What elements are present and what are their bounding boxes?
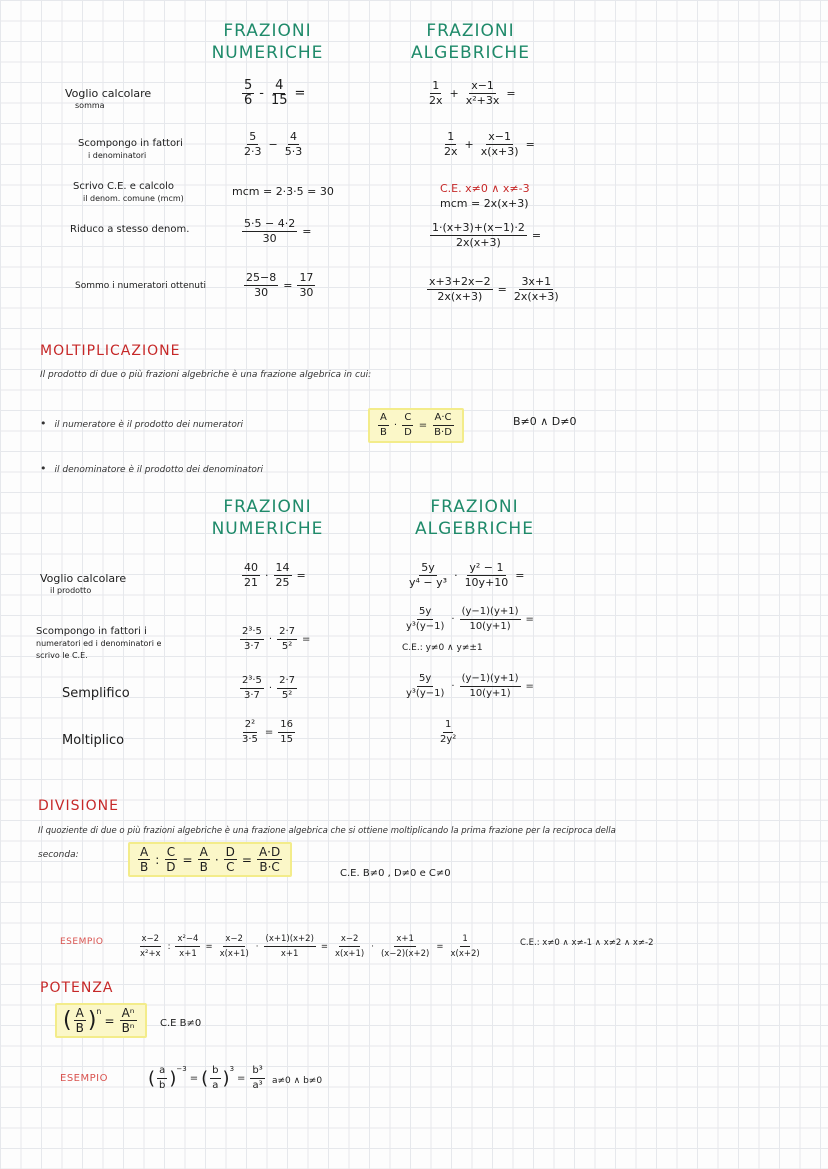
operator: ) — [87, 1008, 97, 1033]
formula-divisione — [128, 842, 292, 877]
numerator: A — [75, 1006, 84, 1020]
numerator: C — [402, 412, 413, 426]
fraction — [257, 846, 282, 873]
fraction — [297, 272, 315, 299]
denominator: x²+x — [140, 949, 161, 959]
operator: · — [371, 941, 374, 952]
operator: = — [525, 614, 534, 625]
fraction — [463, 562, 511, 589]
section-title-divisione: DIVISIONE — [38, 798, 119, 814]
prodotto-alg-row4 — [436, 719, 460, 746]
prodotto-num-row3 — [238, 675, 299, 702]
numerator: 40 — [244, 561, 258, 574]
denominator: B — [75, 1021, 84, 1035]
prodotto-num-row4 — [238, 719, 297, 746]
denominator: 5·3 — [284, 145, 303, 158]
header-algebriche-line2: ALGEBRICHE — [411, 43, 530, 63]
numerator: x−1 — [488, 130, 512, 143]
operator: ) — [169, 1068, 177, 1089]
numerator: A — [199, 845, 208, 859]
operator: = — [241, 852, 252, 867]
fraction — [244, 272, 278, 299]
operator: = — [515, 569, 525, 582]
numerator: 2³·5 — [240, 675, 264, 689]
numerator: 5y — [417, 673, 433, 687]
formula-potenza — [55, 1003, 147, 1038]
somma-num-row1 — [240, 80, 308, 107]
operator: = — [296, 569, 306, 582]
operator: = — [264, 727, 274, 738]
numerator: 2·7 — [277, 675, 297, 689]
step-label: Moltiplico — [62, 733, 125, 748]
denominator: a³ — [252, 1080, 263, 1091]
denominator: 6 — [244, 93, 253, 108]
operator: : — [167, 941, 171, 952]
fraction — [277, 626, 297, 653]
numerator: 1·(x+3)+(x−1)·2 — [432, 221, 525, 234]
fraction — [242, 131, 264, 158]
header-numeriche-line1: FRAZIONI — [223, 21, 312, 41]
numerator: b³ — [250, 1065, 264, 1079]
numerator: (x+1)(x+2) — [264, 933, 316, 947]
operator: · — [451, 614, 455, 625]
fraction — [224, 846, 237, 873]
somma-alg-row5 — [425, 276, 563, 303]
numerator: 2² — [243, 719, 257, 733]
numerator: 5·5 − 4·2 — [244, 217, 296, 230]
fraction — [404, 606, 446, 633]
fraction — [250, 1065, 264, 1092]
operator: = — [320, 941, 329, 952]
fraction — [120, 1007, 137, 1034]
denominator: Bⁿ — [121, 1021, 135, 1035]
numerator: 3x+1 — [521, 275, 552, 288]
operator: = — [531, 229, 542, 242]
numerator: x+3+2x−2 — [429, 275, 491, 288]
exponent: n — [96, 1007, 102, 1016]
fraction — [242, 218, 297, 245]
fraction — [442, 131, 460, 158]
denominator: x(x+2) — [450, 949, 480, 959]
fraction — [407, 562, 449, 589]
fraction — [464, 80, 502, 107]
fraction — [460, 606, 521, 633]
header-algebriche — [398, 20, 543, 64]
fraction — [218, 933, 251, 960]
operator: · — [265, 569, 269, 582]
somma-alg-row1 — [425, 80, 519, 107]
operator: = — [205, 941, 213, 952]
fraction — [164, 846, 177, 873]
numerator: x+1 — [394, 933, 416, 947]
fraction — [269, 80, 290, 107]
operator: · — [454, 569, 458, 582]
header-numeriche-2 — [200, 496, 335, 540]
fraction — [479, 131, 521, 158]
bullet-denominatore: • il denominatore è il prodotto dei denominatori — [40, 462, 263, 475]
fraction — [378, 412, 389, 439]
denominator: 10(y+1) — [469, 688, 511, 699]
step-sublabel: il denom. comune (mcm) — [83, 194, 184, 203]
numerator: 17 — [299, 271, 314, 284]
operator: = — [418, 420, 428, 431]
fraction — [210, 1065, 220, 1092]
fraction — [512, 276, 561, 303]
step-label: Semplifico — [62, 686, 130, 701]
denominator: 2x(x+3) — [513, 290, 559, 303]
fraction — [138, 933, 163, 960]
fraction — [379, 933, 431, 960]
somma-mcm-alg: mcm = 2x(x+3) — [440, 197, 529, 210]
moltiplicazione-intro: Il prodotto di due o più frazioni algebriche è una frazione algebrica in cui: — [40, 370, 372, 380]
fraction — [432, 412, 454, 439]
operator: = — [104, 1013, 115, 1028]
step-label: Voglio calcolare somma — [65, 87, 152, 110]
operator: · — [268, 683, 273, 694]
header-numeriche-line2: NUMERICHE — [211, 519, 324, 539]
esempio-label: ESEMPIO — [60, 937, 104, 947]
prodotto-ce: C.E.: y≠0 ∧ y≠±1 — [402, 643, 483, 653]
numerator: x−2 — [223, 933, 245, 947]
operator: · — [214, 852, 219, 867]
operator: = — [506, 87, 516, 100]
step-label: Riduco a stesso denom. — [70, 224, 190, 235]
operator: : — [155, 852, 160, 867]
denominator: B — [140, 860, 149, 874]
denominator: 10y+10 — [464, 576, 509, 589]
numerator: 14 — [275, 561, 290, 574]
denominator: x(x+1) — [335, 949, 365, 959]
numerator: C — [166, 845, 176, 859]
operator: = — [302, 634, 311, 645]
somma-alg-row4 — [428, 222, 544, 249]
fraction — [277, 675, 297, 702]
denominator: 2y² — [440, 734, 457, 745]
fraction — [264, 933, 316, 960]
step-sublabel: i denominatori — [88, 151, 147, 160]
step-label: Voglio calcolare il prodotto — [40, 572, 127, 595]
numerator: 4 — [289, 130, 297, 143]
step-label: Scompongo in fattori i denominatori — [78, 138, 183, 160]
section-title-potenza: POTENZA — [40, 980, 114, 996]
denominator: B·C — [259, 860, 280, 874]
somma-ce-alg: C.E. x≠0 ∧ x≠-3 — [440, 182, 530, 195]
numerator: A·C — [433, 412, 454, 426]
denominator: 30 — [254, 286, 269, 299]
fraction — [460, 673, 521, 700]
denominator: a — [212, 1080, 219, 1091]
operator: = — [525, 138, 535, 151]
numerator: A — [140, 845, 149, 859]
exponent: 3 — [229, 1065, 235, 1073]
header-algebriche-line1: FRAZIONI — [426, 21, 515, 41]
operator: - — [259, 86, 264, 101]
denominator: 10(y+1) — [469, 621, 511, 632]
numerator: y² − 1 — [469, 561, 504, 574]
numerator: D — [225, 845, 235, 859]
header-numeriche-line2: NUMERICHE — [211, 43, 324, 63]
moltiplicazione-ce: B≠0 ∧ D≠0 — [513, 415, 577, 428]
step-label: Scompongo in fattori i numeratori ed i denominatori e scrivo le C.E. — [36, 626, 186, 662]
denominator: 30 — [262, 232, 277, 245]
header-algebriche-line1: FRAZIONI — [430, 497, 519, 517]
numerator: Aⁿ — [121, 1006, 135, 1020]
prodotto-num-row1 — [240, 562, 309, 589]
fraction — [175, 933, 200, 960]
step-label: Sommo i numeratori ottenuti — [75, 281, 207, 291]
step-sublabel: il prodotto — [50, 586, 92, 595]
denominator: 2x(x+3) — [437, 290, 483, 303]
numerator: b — [210, 1065, 220, 1079]
divisione-ce: C.E. B≠0 , D≠0 e C≠0 — [340, 868, 451, 879]
operator: ( — [148, 1068, 156, 1089]
operator: ( — [201, 1068, 209, 1089]
denominator: x(x+3) — [480, 145, 519, 158]
operator: = — [283, 279, 293, 292]
operator: + — [449, 87, 459, 100]
fraction — [402, 412, 414, 439]
fraction — [448, 933, 481, 960]
operator: = — [237, 1073, 246, 1084]
fraction — [242, 80, 254, 107]
numerator: 5 — [249, 130, 257, 143]
operator: = — [497, 283, 507, 296]
numerator: 25−8 — [246, 271, 277, 284]
numerator: 1 — [447, 130, 455, 143]
potenza-ce: C.E B≠0 — [160, 1018, 202, 1029]
numerator: 2·7 — [277, 626, 297, 640]
denominator: B·D — [434, 427, 452, 438]
numerator: 5y — [421, 561, 435, 574]
fraction — [283, 131, 305, 158]
esempio-label: ESEMPIO — [60, 1073, 108, 1084]
operator: = — [189, 1073, 199, 1084]
denominator: (x−2)(x+2) — [380, 949, 430, 959]
numerator: x−2 — [140, 933, 162, 947]
operator: · — [255, 941, 259, 952]
numerator: A·D — [258, 845, 281, 859]
operator: · — [451, 681, 455, 692]
denominator: y³(y−1) — [406, 688, 445, 699]
numerator: 2³·5 — [240, 626, 264, 640]
step-sublabel: numeratori ed i denominatori e scrivo le C.E. — [36, 639, 162, 660]
operator: = — [182, 852, 193, 867]
fraction — [278, 719, 295, 746]
potenza-esempio — [148, 1065, 267, 1092]
prodotto-alg-row3 — [402, 673, 537, 700]
header-algebriche-line2: ALGEBRICHE — [415, 519, 534, 539]
denominator: 3·5 — [242, 734, 258, 745]
numerator: x²−4 — [175, 933, 200, 947]
step-label: Scrivo C.E. e calcolo il denom. comune (mcm) — [73, 181, 184, 203]
denominator: D — [166, 860, 176, 874]
denominator: B — [199, 860, 208, 874]
header-numeriche — [200, 20, 335, 64]
fraction — [274, 562, 292, 589]
somma-num-row5 — [242, 272, 317, 299]
numerator: x−2 — [339, 933, 361, 947]
operator: ( — [63, 1008, 72, 1033]
fraction — [198, 846, 210, 873]
fraction — [242, 562, 260, 589]
numerator: x−1 — [471, 79, 494, 92]
operator: + — [464, 138, 474, 151]
fraction — [438, 719, 458, 746]
fraction — [138, 846, 150, 873]
somma-mcm-num: mcm = 2·3·5 = 30 — [232, 185, 334, 198]
divisione-esempio-ce: C.E.: x≠0 ∧ x≠-1 ∧ x≠2 ∧ x≠-2 — [520, 938, 654, 948]
numerator: 1 — [443, 719, 453, 733]
numerator: a — [157, 1065, 167, 1079]
denominator: 2x(x+3) — [456, 236, 501, 249]
denominator: 2x — [444, 145, 458, 158]
operator: ) — [222, 1068, 230, 1089]
fraction — [427, 80, 445, 107]
denominator: y⁴ − y³ — [409, 576, 448, 589]
denominator: x+1 — [280, 949, 299, 959]
denominator: b — [159, 1080, 166, 1091]
formula-moltiplicazione — [368, 408, 464, 443]
fraction — [404, 673, 446, 700]
numerator: A — [378, 412, 389, 426]
header-numeriche-line1: FRAZIONI — [223, 497, 312, 517]
fraction — [157, 1065, 167, 1092]
somma-num-row2 — [240, 131, 306, 158]
section-title-moltiplicazione: MOLTIPLICAZIONE — [40, 343, 181, 359]
denominator: 5² — [281, 690, 293, 701]
denominator: x(x+1) — [219, 949, 249, 959]
fraction — [240, 719, 260, 746]
step-sublabel: somma — [75, 101, 105, 110]
denominator: 2·3 — [244, 145, 262, 158]
denominator: x²+3x — [465, 94, 500, 107]
denominator: 5² — [281, 641, 293, 652]
denominator: 15 — [270, 93, 288, 108]
numerator: 5 — [244, 78, 253, 93]
numerator: 4 — [275, 78, 284, 93]
fraction — [74, 1007, 86, 1034]
prodotto-num-row2 — [238, 626, 313, 653]
operator: · — [268, 634, 273, 645]
potenza-esempio-ce: a≠0 ∧ b≠0 — [272, 1076, 323, 1086]
prodotto-alg-row1 — [405, 562, 528, 589]
denominator: C — [226, 860, 235, 874]
numerator: 5y — [417, 606, 433, 620]
denominator: D — [404, 427, 412, 438]
exponent: −3 — [176, 1065, 187, 1073]
denominator: 25 — [275, 576, 290, 589]
numerator: (y−1)(y+1) — [460, 673, 521, 687]
denominator: 2x — [429, 94, 443, 107]
denominator: 3·7 — [244, 690, 260, 701]
divisione-intro: Il quoziente di due o più frazioni algebriche è una frazione algebrica che si ottiene moltiplicando la prima frazione per la reciproca della — [38, 826, 616, 836]
operator: = — [302, 225, 312, 238]
operator: = — [525, 681, 534, 692]
numerator: 16 — [278, 719, 295, 733]
denominator: B — [380, 427, 387, 438]
operator: · — [393, 420, 398, 431]
prodotto-alg-row2 — [402, 606, 537, 633]
fraction — [240, 675, 264, 702]
bullet-numeratore: • il numeratore è il prodotto dei numeratori — [40, 417, 243, 430]
somma-num-row4 — [240, 218, 314, 245]
denominator: x+1 — [179, 949, 197, 959]
header-algebriche-2 — [402, 496, 547, 540]
operator: = — [436, 941, 444, 952]
denominator: 15 — [280, 734, 294, 745]
fraction — [430, 222, 527, 249]
operator: = — [294, 86, 306, 101]
denominator: 21 — [244, 576, 258, 589]
operator: − — [268, 138, 278, 151]
divisione-esempio — [136, 933, 484, 960]
numerator: 1 — [460, 933, 469, 947]
denominator: 30 — [299, 286, 314, 299]
numerator: (y−1)(y+1) — [460, 606, 521, 620]
divisione-intro-2: seconda: — [38, 850, 79, 860]
somma-alg-row2 — [440, 131, 538, 158]
fraction — [240, 626, 264, 653]
fraction — [427, 276, 493, 303]
denominator: y³(y−1) — [406, 621, 445, 632]
denominator: 3·7 — [244, 641, 260, 652]
fraction — [333, 933, 366, 960]
numerator: 1 — [432, 79, 440, 92]
